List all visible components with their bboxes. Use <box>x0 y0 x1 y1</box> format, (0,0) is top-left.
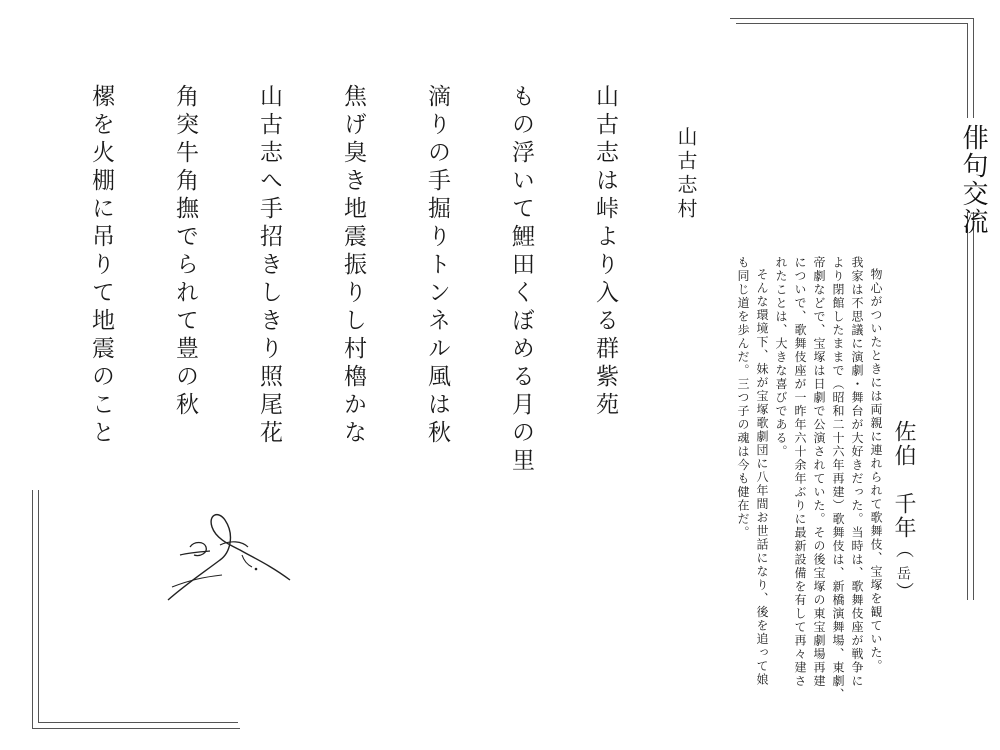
frame-top-right-outer <box>730 18 973 19</box>
section-label: 俳句交流 <box>958 124 988 236</box>
author-go: 岳 <box>895 566 911 582</box>
essay-line: れたことは、大きな喜びである。 <box>774 256 788 459</box>
haiku-line: 焦げ臭き地震振りし村櫓かな <box>340 84 366 448</box>
author-paren-open: （ <box>893 540 914 566</box>
frame-right-inner-lower <box>967 212 968 600</box>
frame-right-inner-upper <box>967 23 968 118</box>
frame-right-outer-upper <box>973 18 974 118</box>
frame-left-inner <box>38 490 39 722</box>
signature-sketch <box>160 505 300 605</box>
haiku-line: 山古志は峠より入る群紫苑 <box>592 84 618 420</box>
haiku-line: 滴りの手掘りトンネル風は秋 <box>424 84 450 448</box>
essay-line: より閉館したままで（昭和二十六年再建）歌舞伎は、新橋演舞場、東劇、 <box>831 256 845 702</box>
essay-line: 物心がついたときには両親に連れられて歌舞伎、宝塚を観ていた。 <box>869 268 883 673</box>
haiku-line: 山古志へ手招きしきり照尾花 <box>256 84 282 448</box>
essay-line: 帝劇などで、宝塚は日劇で公演されていた。その後宝塚の東宝劇場再建 <box>812 256 826 688</box>
frame-bottom-inner <box>38 722 238 723</box>
haiku-set-title: 山古志村 <box>674 126 698 222</box>
frame-right-outer-lower <box>973 212 974 600</box>
essay-line: についで、歌舞伎座が一昨年六十余年ぶりに最新設備を有して再々建さ <box>793 256 807 688</box>
author-paren-close: ） <box>893 582 914 608</box>
author-name: 佐伯 千年 <box>891 420 916 540</box>
haiku-line: もの浮いて鯉田くぼめる月の里 <box>508 84 534 476</box>
author-name-block <box>888 420 919 608</box>
frame-left-outer <box>32 490 33 728</box>
frame-top-right-inner <box>736 23 967 24</box>
frame-bottom-outer <box>32 728 240 729</box>
essay-line: も同じ道を歩んだ。三つ子の魂は今も健在だ。 <box>736 256 750 540</box>
essay-line: 我家は不思議に演劇・舞台が大好きだった。当時は、歌舞伎座が戦争に <box>850 256 864 688</box>
haiku-line: 樏を火棚に吊りて地震のこと <box>88 84 114 448</box>
essay-line: そんな環境下、妹が宝塚歌劇団に八年間お世話になり、後を追って娘 <box>755 268 769 687</box>
haiku-line: 角突牛角撫でられて豊の秋 <box>172 84 198 420</box>
